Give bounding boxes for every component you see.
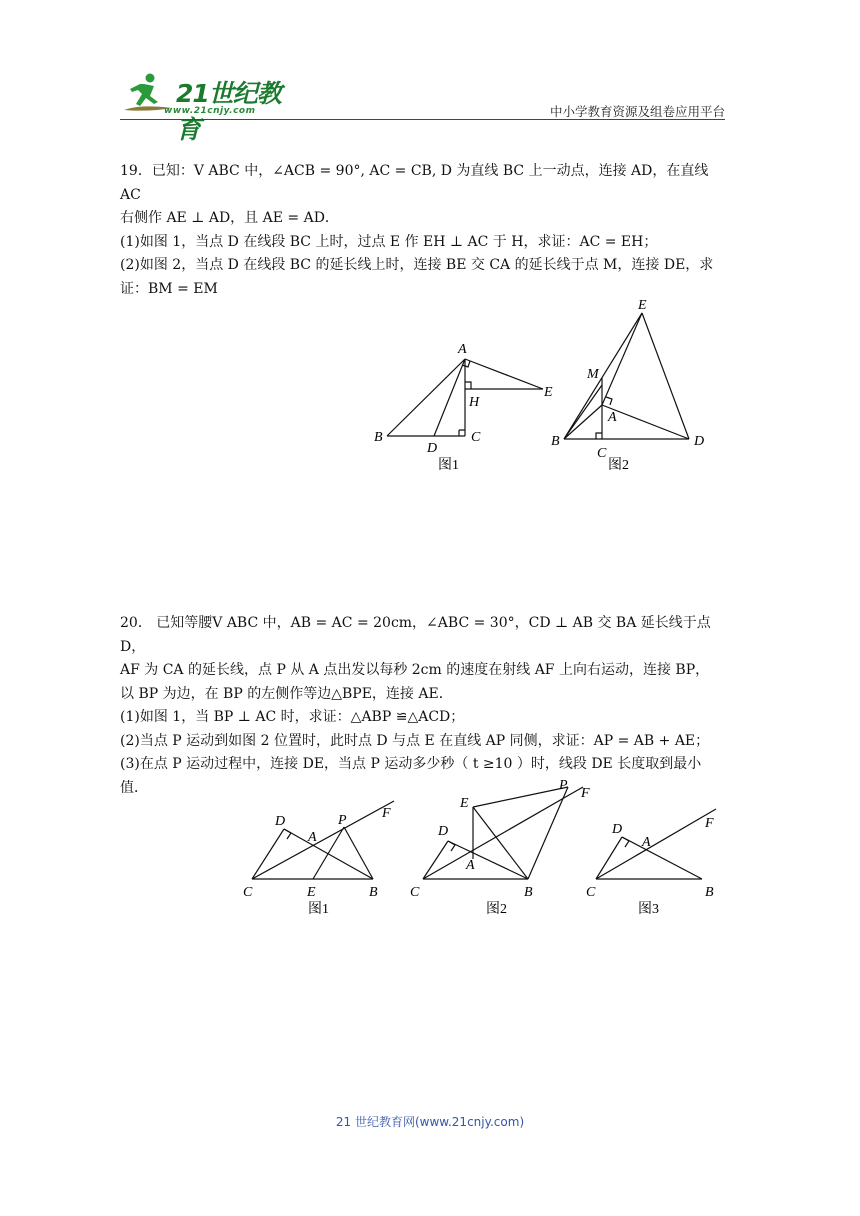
right-angle-h <box>465 382 471 389</box>
segment-db <box>448 841 528 879</box>
fig20-1-label-b: B <box>369 885 378 900</box>
fig19-1 <box>387 359 543 436</box>
right-angle-d <box>448 841 455 851</box>
segment-ae <box>465 359 543 389</box>
fig19-2-label-e: E <box>638 298 647 313</box>
segment-pb <box>528 787 568 879</box>
problem-19-line-1: 19．已知：V ABC 中，∠ACB = 90°, AC = CB, D 为直线 BC 上一动点，连接 AD，在直线 AC <box>120 163 709 203</box>
fig19-2-label-b: B <box>551 434 560 449</box>
fig20-3-label-d: D <box>612 822 623 837</box>
fig19-1-label-b: B <box>374 430 383 445</box>
fig19-1-label-c: C <box>471 430 481 445</box>
right-angle-d <box>622 837 629 847</box>
fig20-1-label-a: A <box>308 830 317 845</box>
fig20-2-label-b: B <box>524 885 533 900</box>
problem-20-line-2: AF 为 CA 的延长线，点 P 从 A 点出发以每秒 2cm 的速度在射线 AF 上向右运动，连接 BP， <box>120 662 710 678</box>
problem-20-line-4: (1)如图 1，当 BP ⊥ AC 时，求证：△ABP ≌△ACD； <box>120 709 465 725</box>
fig20-1 <box>252 801 394 879</box>
right-angle-c <box>596 433 602 439</box>
fig19-1-label-a: A <box>458 342 467 357</box>
fig19-2-label-a: A <box>608 410 617 425</box>
ray-cf <box>252 801 394 879</box>
header-divider <box>120 119 725 120</box>
problem-20-line-7: 值． <box>120 779 148 796</box>
fig19-2 <box>564 313 689 439</box>
logo-text: 21世纪教育 <box>176 79 281 144</box>
fig20-2-label-c: C <box>410 885 420 900</box>
fig20-2-label-e: E <box>460 796 469 811</box>
problem-20-figures <box>238 775 728 920</box>
fig19-1-label-d: D <box>427 441 438 456</box>
problem-19-figures <box>370 295 720 480</box>
fig20-3-label-f: F <box>705 816 714 831</box>
logo <box>120 70 290 144</box>
fig20-3-label-b: B <box>705 885 714 900</box>
fig19-1-label-h: H <box>469 395 480 410</box>
fig20-2-label-f: F <box>581 786 590 801</box>
fig20-1-label-f: F <box>382 806 391 821</box>
segment-eb <box>473 807 528 879</box>
fig20-1-label-e: E <box>307 885 316 900</box>
problem-20 <box>120 612 732 800</box>
problem-19-line-4: (2)如图 2，当点 D 在线段 BC 的延长线上时，连接 BE 交 CA 的延长线于点 M，连接 DE，求 <box>120 257 714 273</box>
problem-20-line-6: (3)在点 P 运动过程中，连接 DE，当点 P 运动多少秒（ t ≥10 ）时，线段 DE 长度取到最小 <box>120 756 702 772</box>
fig19-1-label-e: E <box>544 385 553 400</box>
segment-be <box>564 313 642 439</box>
footer-link[interactable]: 21 世纪教育网(www.21cnjy.com) <box>335 1115 525 1129</box>
logo-url: www.21cnjy.com <box>164 106 256 116</box>
problem-20-line-1: 20． 已知等腰V ABC 中，AB = AC = 20cm，∠ABC = 30°，CD ⊥ AB 交 BA 延长线于点 D， <box>120 615 711 655</box>
right-angle-d <box>284 829 291 839</box>
problem-19-line-2: 右侧作 AE ⊥ AD，且 AE = AD． <box>120 210 339 226</box>
segment-ae <box>602 313 642 405</box>
problem-19-line-5: 证：BM = EM <box>120 280 218 297</box>
fig19-2-label-d: D <box>694 434 705 449</box>
fig19-2-label-c: C <box>597 446 607 461</box>
right-angle-c <box>459 430 465 436</box>
segment-db <box>622 837 702 879</box>
segment-ed <box>642 313 689 439</box>
problem-20-line-3: 以 BP 为边，在 BP 的左侧作等边△BPE，连接 AE． <box>120 685 453 702</box>
platform-title: 中小学教育资源及组卷应用平台 <box>549 104 725 119</box>
ray-cf <box>596 809 716 879</box>
problem-19-line-3: (1)如图 1，当点 D 在线段 BC 上时，过点 E 作 EH ⊥ AC 于 H，求证：AC = EH； <box>120 233 658 250</box>
problem-19 <box>120 160 732 301</box>
fig20-2-caption: 图2 <box>486 902 507 917</box>
fig20-3-label-a: A <box>642 835 651 850</box>
segment-ab <box>387 359 465 436</box>
fig20-1-caption: 图1 <box>308 902 329 917</box>
fig20-3-label-c: C <box>586 885 596 900</box>
fig19-1-caption: 图1 <box>438 458 459 473</box>
right-angle-a <box>606 397 612 405</box>
fig19-2-caption: 图2 <box>608 458 629 473</box>
fig20-2-label-p: P <box>559 778 568 793</box>
fig20-2-label-d: D <box>438 824 449 839</box>
fig20-2-label-a: A <box>466 858 475 873</box>
problem-20-line-5: (2)当点 P 运动到如图 2 位置时，此时点 D 与点 E 在直线 AP 同侧，求证：AP = AB + AE； <box>120 732 710 749</box>
segment-cd <box>596 837 622 879</box>
segment-cd <box>252 829 284 879</box>
segment-cd <box>423 841 448 879</box>
fig20-1-label-p: P <box>338 813 347 828</box>
fig20-1-label-d: D <box>275 814 286 829</box>
fig20-3 <box>596 809 716 879</box>
fig19-2-label-m: M <box>587 367 599 382</box>
fig20-3-caption: 图3 <box>638 902 659 917</box>
segment-ad <box>434 359 465 436</box>
page-header <box>120 62 725 144</box>
fig20-1-label-c: C <box>243 885 253 900</box>
segment-pe <box>313 827 344 879</box>
